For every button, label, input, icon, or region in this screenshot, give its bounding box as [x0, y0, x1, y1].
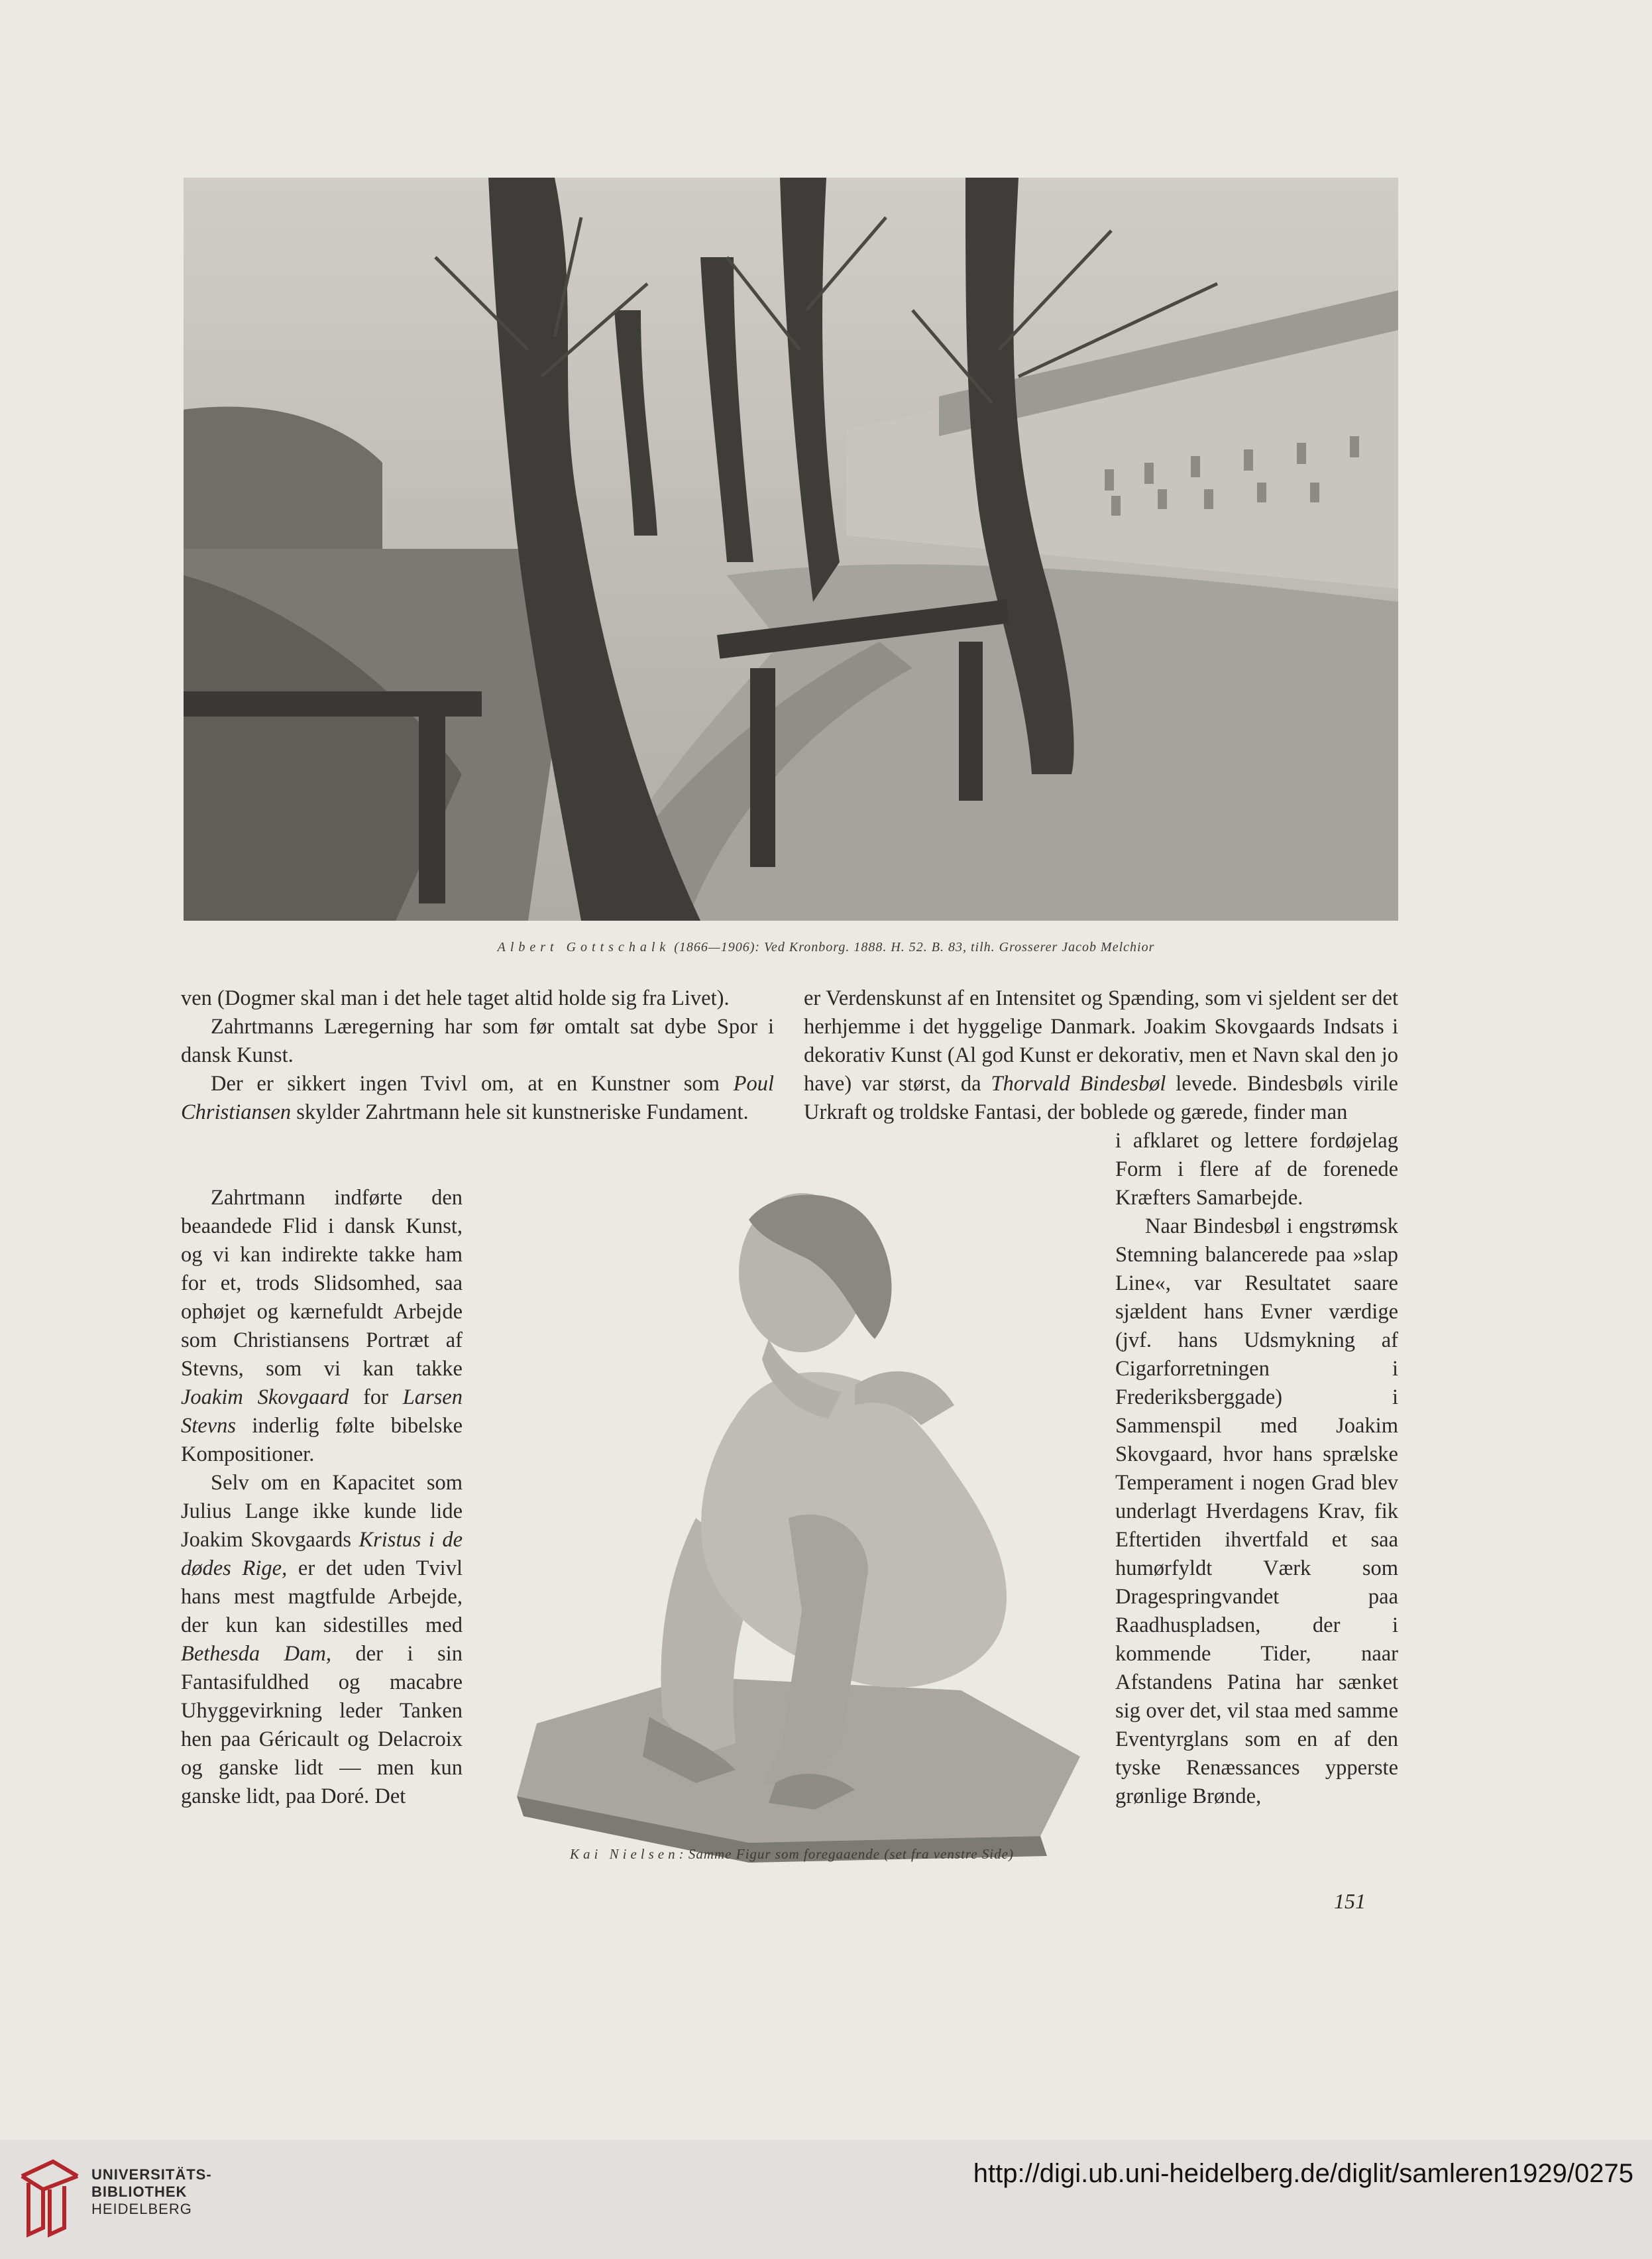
right-column-top [804, 984, 1398, 1127]
painting-caption-artist: Albert Gottschalk [497, 940, 671, 955]
paragraph: Naar Bindesbøl i engstrømsk Stemning balancerede paa »slap Line«, var Resultatet saare sjældent hans Evner værdige (jvf. hans Udsmykning af Cigarforretningen i Frederiksberggade) i Sammenspil med Joakim Skovgaard, hvor hans sprælske Temperament i nogen Grad blev underlagt Hverdagens Krav, fik Eftertiden ihvertfald et saa humørfyldt Værk som Dragespringvandet paa Raadhuspladsen, der i kommende Tider, naar Afstandens Patina har sænket sig over det, vil staa med samme Eventyrglans som en af den tyske Renæssances ypperste grønlige Brønde, [1115, 1214, 1398, 1808]
painting-caption-details: (1866—1906): Ved Kronborg. 1888. H. 52. B. 83, tilh. Grosserer Jacob Melchior [670, 940, 1155, 955]
sculpture-caption [504, 1846, 1080, 1863]
sculpture-caption-details: : Samme Figur som foregaaende (set fra venstre Side) [679, 1846, 1014, 1862]
university-library-logo-icon[interactable] [17, 2156, 83, 2239]
library-name-line1: UNIVERSITÄTS- [91, 2166, 212, 2183]
paragraph: ven (Dogmer skal man i det hele taget altid holde sig fra Livet). [181, 986, 730, 1010]
library-name-line2: BIBLIOTHEK [91, 2183, 188, 2200]
library-name [91, 2166, 212, 2218]
page-number: 151 [1334, 1889, 1366, 1913]
painting-caption [0, 940, 1652, 955]
paragraph: Selv om en Kapacitet som Julius Lange ikke kunde lide Joakim Skovgaards Kristus i de dødes Rige, er det uden Tvivl hans mest magtfulde Arbejde, der kun kan sidestilles med Bethesda Dam, der i sin Fantasifuldhed og macabre Uhyggevirkning leder Tanken hen paa Géricault og Delacroix og ganske lidt — men kun ganske lidt, paa Doré. Det [181, 1471, 463, 1808]
paragraph: Zahrtmann indførte den beaandede Flid i dansk Kunst, og vi kan indirekte takke ham for et, trods Slidsomhed, saa ophøjet og kærnefuldt Arbejde som Christiansens Portræt af Stevns, som vi kan takke Joakim Skovgaard for Larsen Stevns inderlig følte bibelske Kompositioner. [181, 1186, 463, 1466]
right-column-narrow [1115, 1127, 1398, 1811]
paragraph: Zahrtmanns Læregerning har som før omtalt sat dybe Spor i dansk Kunst. [181, 1015, 774, 1067]
left-column-top [181, 984, 774, 1127]
paragraph: er Verdenskunst af en Intensitet og Spænding, som vi sjeldent ser det herhjemme i det hyggelige Danmark. Joakim Skovgaards Indsats i dekorativ Kunst (Al god Kunst er dekorativ, men et Navn skal den jo have) var størst, da Thorvald Bindesbøl levede. Bindesbøls virile Urkraft og troldske Fantasi, der boblede og gærede, finder man [804, 986, 1398, 1124]
painting-illustration [184, 178, 1398, 921]
sculpture-illustration [497, 1173, 1087, 1869]
source-url-link[interactable]: http://digi.ub.uni-heidelberg.de/diglit/samleren1929/0275 [973, 2159, 1633, 2188]
paragraph: i afklaret og lettere fordøjelag Form i flere af de forenede Kræfters Samarbejde. [1115, 1129, 1398, 1210]
sculpture-caption-artist: Kai Nielsen [570, 1846, 679, 1862]
library-name-line3: HEIDELBERG [91, 2201, 192, 2217]
paragraph: Der er sikkert ingen Tvivl om, at en Kunstner som Poul Christiansen skylder Zahrtmann hele sit kunstneriske Fundament. [181, 1072, 774, 1124]
left-column-narrow [181, 1184, 463, 1811]
footer-bar [0, 2140, 1652, 2259]
